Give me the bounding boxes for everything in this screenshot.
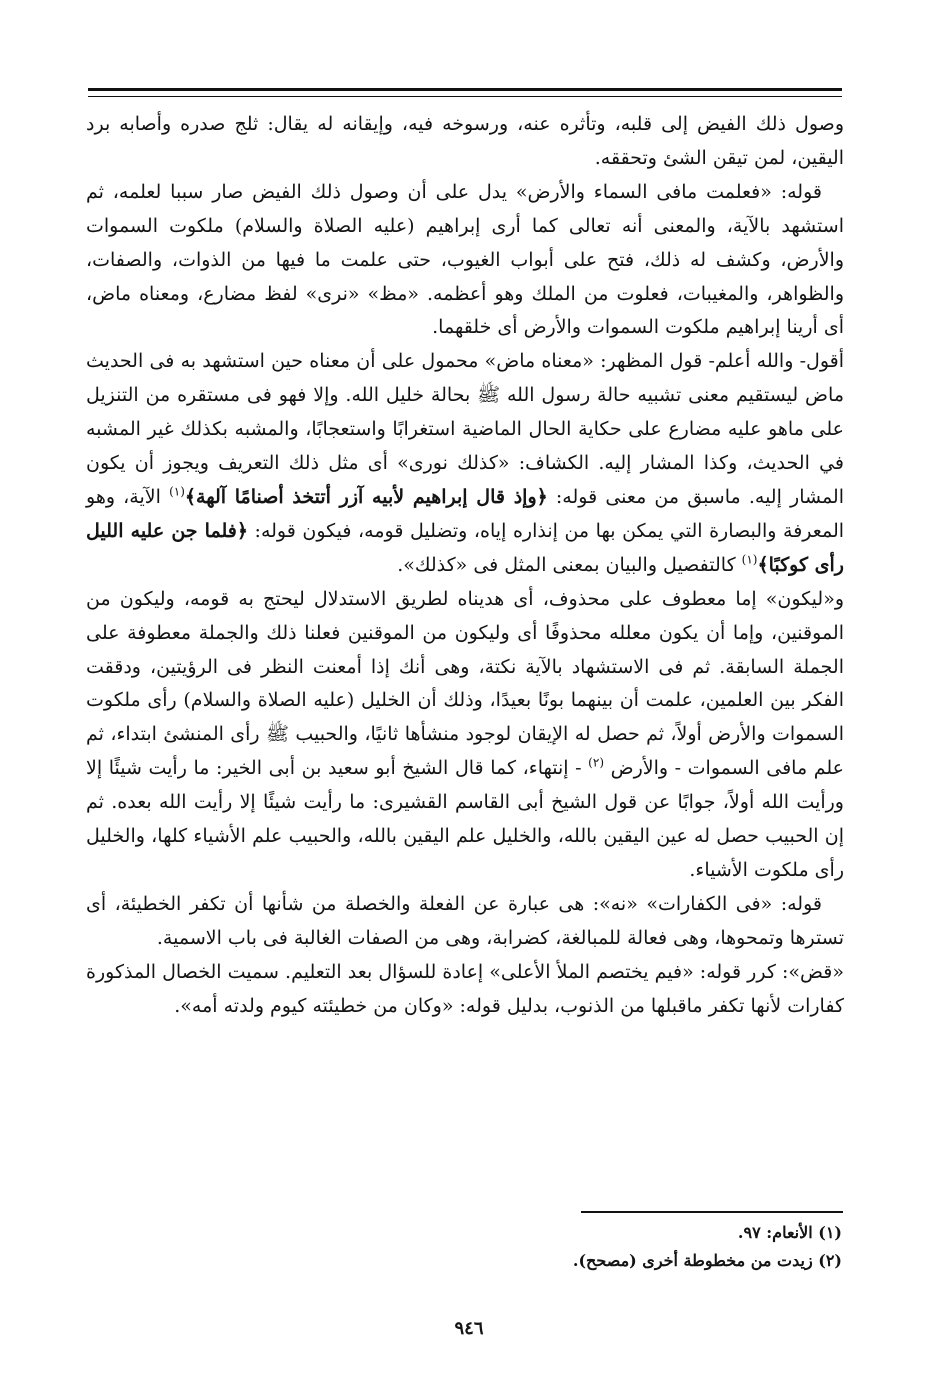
footnote-ref: (١) (741, 552, 758, 567)
text-run: وصول ذلك الفيض إلى قلبه، وتأثره عنه، ورسوخه فيه، وإيقانه له يقال: ثلج صدره وأصابه برد اليقين، لمن تيقن الشئ وتحققه. (86, 113, 844, 169)
paragraph (86, 888, 844, 956)
paragraph (86, 108, 844, 176)
page-number: ٩٤٦ (454, 1318, 484, 1339)
paragraph (86, 345, 844, 582)
footnote-separator (581, 1211, 843, 1213)
text-run: أقول- والله أعلم- قول المظهر: «معناه ماض» محمول على أن معناه حين استشهد به فى الحديث ماض ليستقيم معنى تشبيه حالة رسول الله ﷺ بحالة خليل الله. وإلا فهو فى مستقره من التنزيل على ماهو عليه مضارع على حكاية الحال الماضية استغرابًا واستعجابًا، والمشبه بكذلك غير المشبه في الحديث، وكذا المشار إليه. الكشاف: «كذلك نورى» أى مثل ذلك التعريف ويجوز أن يكون المشار إليه. ماسبق من معنى قوله: (86, 350, 844, 508)
paragraph (86, 956, 844, 1024)
text-run: الآية، وهو المعرفة والبصارة التي يمكن بها من إنذاره إياه، وتضليل قومه، فيكون قوله: (86, 485, 845, 542)
header-rule-thin (88, 96, 842, 97)
text-run: و«ليكون» إما معطوف على محذوف، أى هديناه لطريق الاستدلال ليحتج به قومه، وليكون من الموقنين، وإما أن يكون معلله محذوفًا أى وليكون من الموقنين فعلنا ذلك والجملة معطوفة على الجملة السابقة. ثم فى الاستشهاد بالآية نكتة، وهى أنك إذا أمعنت النظر فى الرؤيتين، ودققت الفكر بين العلمين، علمت أن بينهما بونًا بعيدًا، وذلك أن الخليل (عليه الصلاة والسلام) رأى ملكوت السموات والأرض أولاً، ثم حصل له الإيقان لوجود منشأها ثانيًا، والحبيب ﷺ رأى المنشئ ابتداء، ثم علم مافى السموات - والأرض (86, 587, 844, 780)
text-run: قوله: «فى الكفارات» «نه»: هى عبارة عن الفعلة والخصلة من شأنها أن تكفر الخطيئة، أى تسترها وتمحوها، وهى فعالة للمبالغة، كضرابة، وهى من الصفات الغالبة فى باب الاسمية. (86, 892, 844, 949)
footnote-2: (٢) زيدت من مخطوطة أخرى (مصحح). (572, 1251, 842, 1270)
paragraph (86, 176, 844, 346)
paragraph (86, 583, 844, 888)
text-run: كالتفصيل والبيان بمعنى المثل فى «كذلك». (397, 553, 742, 576)
quran-quote: ﴿فلما جن عليه الليل رأى كوكبًا﴾ (86, 519, 844, 576)
text-run: «قض»: كرر قوله: «فيم يختصم الملأ الأعلى» إعادة للسؤال بعد التعليم. سميت الخصال المذكورة كفارات لأنها تكفر ماقبلها من الذنوب، بدليل قوله: «وكان من خطيئته كيوم ولدته أمه». (86, 960, 844, 1017)
footnotes (242, 1219, 842, 1275)
footnote-ref: (١) (169, 484, 185, 499)
text-run: - إنتهاء، كما قال الشيخ أبو سعيد بن أبى الخير: ما رأيت شيئًا إلا ورأيت الله أولاً، جوابًا عن قول الشيخ أبى القاسم القشيرى: ما رأيت شيئًا إلا رأيت الله بعده. ثم إن الحبيب حصل له عين اليقين بالله، والخليل علم اليقين بالله، والحبيب علم الأشياء كلها، والخليل رأى ملكوت الأشياء. (86, 757, 844, 881)
footnote-ref: (٢) (588, 755, 604, 770)
body-text (86, 108, 844, 1023)
text-run: قوله: «فعلمت مافى السماء والأرض» يدل على أن وصول ذلك الفيض صار سببا لعلمه، ثم استشهد بالآية، والمعنى أنه تعالى كما أرى إبراهيم (عليه الصلاة والسلام) ملكوت السموات والأرض، وكشف له ذلك، فتح على أبواب الغيوب، حتى علمت ما فيها من الذوات، والصفات، والظواهر، والمغيبات، فعلوت من الملك وهو أعظمه. «مظ» «نرى» لفظ مضارع، ومعناه ماض، أى أرينا إبراهيم ملكوت السموات والأرض أى خلقهما. (86, 180, 844, 339)
header-rule-thick (88, 88, 842, 91)
footnote-1: (١) الأنعام: ٩٧. (737, 1223, 842, 1242)
quran-quote: ﴿وإذ قال إبراهيم لأبيه آزر أتتخذ أصنامًا آلهة﴾ (184, 485, 548, 508)
